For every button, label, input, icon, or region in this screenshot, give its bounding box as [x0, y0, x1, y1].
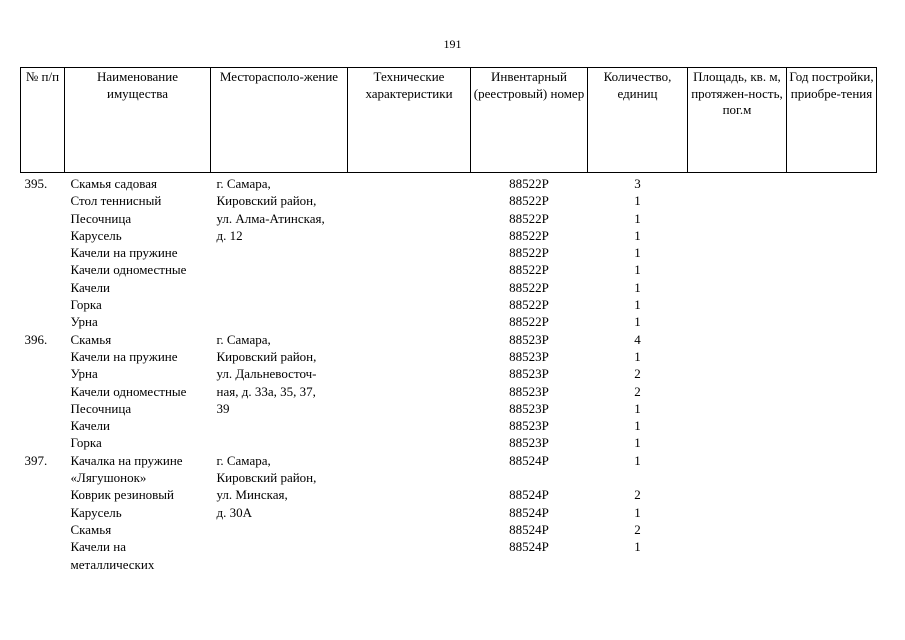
- inventory-number: [471, 556, 588, 573]
- year: [787, 400, 877, 417]
- item-name: Урна: [70, 366, 98, 382]
- item-location: ная, д. 33а, 35, 37,: [216, 383, 316, 399]
- item-name: Стол теннисный: [70, 193, 162, 209]
- quantity: 1: [634, 418, 641, 434]
- inventory-number: 88522Р: [509, 245, 549, 261]
- area: [688, 521, 787, 538]
- inventory-number: 88522Р: [509, 262, 549, 278]
- item-technical: [348, 556, 471, 573]
- row-number: [21, 469, 65, 486]
- row-number: 396.: [24, 331, 48, 347]
- item-technical: [348, 279, 471, 296]
- inventory-number: 88522Р: [509, 279, 549, 295]
- item-name: Песочница: [70, 400, 132, 416]
- inventory-number: 88522Р: [509, 176, 549, 191]
- year: [787, 296, 877, 313]
- item-name: Урна: [70, 314, 98, 330]
- table-row: [21, 348, 877, 365]
- item-location: [211, 556, 348, 573]
- item-location: [211, 434, 348, 451]
- year: [787, 331, 877, 348]
- header-year: Год постройки, приобре-тения: [787, 68, 877, 173]
- table-row: [21, 417, 877, 434]
- year: [787, 383, 877, 400]
- item-name: металлических: [70, 556, 155, 572]
- item-name: Песочница: [70, 210, 132, 226]
- header-name: Наименование имущества: [65, 68, 211, 173]
- inventory-number: 88522Р: [509, 193, 549, 209]
- year: [787, 538, 877, 555]
- page-number: 191: [443, 37, 462, 51]
- area: [688, 331, 787, 348]
- quantity: 3: [634, 176, 641, 191]
- inventory-number: 88523Р: [509, 383, 549, 399]
- area: [688, 538, 787, 555]
- year: [787, 504, 877, 521]
- table-row: [21, 279, 877, 296]
- area: [688, 210, 787, 227]
- item-technical: [348, 331, 471, 348]
- inventory-number: 88523Р: [509, 366, 549, 382]
- header-location: Месторасполо-жение: [211, 68, 348, 173]
- inventory-number: 88524Р: [509, 504, 549, 520]
- item-technical: [348, 244, 471, 261]
- item-technical: [348, 313, 471, 330]
- row-number: [21, 504, 65, 521]
- header-technical: Технические характеристики: [348, 68, 471, 173]
- item-location: [211, 417, 348, 434]
- item-location: д. 12: [216, 227, 243, 243]
- item-name: Качели: [70, 418, 111, 434]
- table-row: [21, 434, 877, 451]
- area: [688, 261, 787, 278]
- row-number: [21, 348, 65, 365]
- row-number: [21, 261, 65, 278]
- item-location: Кировский район,: [216, 470, 317, 486]
- inventory-number: [471, 469, 588, 486]
- item-technical: [348, 227, 471, 244]
- inventory-number: 88524Р: [509, 452, 549, 468]
- header-area: Площадь, кв. м, протяжен-ность, пог.м: [688, 68, 787, 173]
- table-row: [21, 192, 877, 209]
- row-number: [21, 313, 65, 330]
- row-number: [21, 400, 65, 417]
- inventory-number: 88523Р: [509, 435, 549, 451]
- table-row: [21, 313, 877, 330]
- quantity: 1: [634, 539, 641, 555]
- item-technical: [348, 192, 471, 209]
- area: [688, 244, 787, 261]
- row-number: [21, 192, 65, 209]
- year: [787, 244, 877, 261]
- area: [688, 348, 787, 365]
- property-table: [20, 67, 877, 573]
- area: [688, 486, 787, 503]
- inventory-number: 88522Р: [509, 314, 549, 330]
- item-name: «Лягушонок»: [70, 470, 147, 486]
- item-name: Качалка на пружине: [70, 452, 183, 468]
- item-name: Качели на пружине: [70, 348, 178, 364]
- item-name: Качели на: [70, 539, 126, 555]
- quantity: 1: [634, 452, 641, 468]
- quantity: [588, 556, 688, 573]
- area: [688, 192, 787, 209]
- quantity: 1: [634, 227, 641, 243]
- item-name: Качели на пружине: [70, 245, 178, 261]
- row-number: [21, 279, 65, 296]
- inventory-number: 88523Р: [509, 331, 549, 347]
- row-number: [21, 227, 65, 244]
- item-technical: [348, 261, 471, 278]
- year: [787, 279, 877, 296]
- row-number: [21, 538, 65, 555]
- quantity: 1: [634, 245, 641, 261]
- area: [688, 296, 787, 313]
- header-row: [21, 68, 877, 173]
- header-inventory-number: Инвентарный (реестровый) номер: [471, 68, 588, 173]
- inventory-number: 88523Р: [509, 400, 549, 416]
- inventory-number: 88522Р: [509, 210, 549, 226]
- item-technical: [348, 521, 471, 538]
- item-technical: [348, 400, 471, 417]
- quantity: 1: [634, 314, 641, 330]
- item-name: Карусель: [70, 504, 122, 520]
- table-row: [21, 365, 877, 382]
- item-name: Качели одноместные: [70, 383, 187, 399]
- table-row: [21, 452, 877, 469]
- year: [787, 192, 877, 209]
- item-location: [211, 279, 348, 296]
- year: [787, 556, 877, 573]
- year: [787, 313, 877, 330]
- item-name: Коврик резиновый: [70, 487, 174, 503]
- row-number: [21, 210, 65, 227]
- table-row: [21, 331, 877, 348]
- year: [787, 227, 877, 244]
- area: [688, 556, 787, 573]
- item-technical: [348, 173, 471, 193]
- item-location: ул. Минская,: [216, 487, 288, 503]
- table-row: [21, 244, 877, 261]
- item-name: Горка: [70, 435, 102, 451]
- header-quantity: Количество, единиц: [588, 68, 688, 173]
- area: [688, 400, 787, 417]
- year: [787, 521, 877, 538]
- row-number: [21, 556, 65, 573]
- area: [688, 434, 787, 451]
- item-location: д. 30А: [216, 504, 253, 520]
- item-location: [211, 521, 348, 538]
- row-number: [21, 244, 65, 261]
- year: [787, 210, 877, 227]
- year: [787, 348, 877, 365]
- year: [787, 434, 877, 451]
- quantity: 2: [634, 383, 641, 399]
- row-number: [21, 383, 65, 400]
- item-location: [211, 261, 348, 278]
- year: [787, 469, 877, 486]
- row-number: [21, 486, 65, 503]
- table-row: [21, 538, 877, 555]
- item-location: 39: [216, 400, 230, 416]
- table-row: [21, 173, 877, 193]
- area: [688, 383, 787, 400]
- area: [688, 469, 787, 486]
- quantity: 1: [634, 297, 641, 313]
- item-technical: [348, 452, 471, 469]
- inventory-number: 88522Р: [509, 297, 549, 313]
- quantity: 1: [634, 193, 641, 209]
- item-technical: [348, 417, 471, 434]
- table-row: [21, 227, 877, 244]
- table-row: [21, 521, 877, 538]
- quantity: 1: [634, 262, 641, 278]
- item-name: Скамья: [70, 331, 112, 347]
- item-name: Качели: [70, 279, 111, 295]
- row-number: [21, 296, 65, 313]
- item-technical: [348, 210, 471, 227]
- quantity: [588, 469, 688, 486]
- quantity: 2: [634, 487, 641, 503]
- row-number: 395.: [24, 176, 48, 191]
- item-location: ул. Алма-Атинская,: [216, 210, 325, 226]
- quantity: 1: [634, 504, 641, 520]
- row-number: [21, 434, 65, 451]
- item-location: [211, 244, 348, 261]
- inventory-number: 88524Р: [509, 487, 549, 503]
- item-location: г. Самара,: [216, 331, 271, 347]
- row-number: [21, 365, 65, 382]
- quantity: 2: [634, 521, 641, 537]
- item-name: Горка: [70, 297, 102, 313]
- year: [787, 173, 877, 193]
- table-row: [21, 556, 877, 573]
- quantity: 1: [634, 279, 641, 295]
- item-name: Качели одноместные: [70, 262, 187, 278]
- area: [688, 279, 787, 296]
- item-technical: [348, 365, 471, 382]
- item-location: ул. Дальневосточ-: [216, 366, 317, 382]
- item-location: [211, 296, 348, 313]
- item-name: Скамья: [70, 521, 112, 537]
- item-technical: [348, 296, 471, 313]
- area: [688, 504, 787, 521]
- area: [688, 173, 787, 193]
- table-row: [21, 261, 877, 278]
- year: [787, 365, 877, 382]
- quantity: 1: [634, 400, 641, 416]
- quantity: 1: [634, 348, 641, 364]
- quantity: 2: [634, 366, 641, 382]
- item-technical: [348, 538, 471, 555]
- item-technical: [348, 434, 471, 451]
- item-technical: [348, 504, 471, 521]
- item-location: Кировский район,: [216, 348, 317, 364]
- year: [787, 417, 877, 434]
- year: [787, 486, 877, 503]
- quantity: 4: [634, 331, 641, 347]
- row-number: [21, 417, 65, 434]
- item-location: Кировский район,: [216, 193, 317, 209]
- table-row: [21, 383, 877, 400]
- inventory-number: 88522Р: [509, 227, 549, 243]
- quantity: 1: [634, 435, 641, 451]
- inventory-number: 88523Р: [509, 418, 549, 434]
- item-technical: [348, 469, 471, 486]
- table-row: [21, 296, 877, 313]
- header-row-number: № п/п: [21, 68, 65, 173]
- item-location: г. Самара,: [216, 176, 271, 191]
- item-name: Скамья садовая: [70, 176, 157, 191]
- inventory-number: 88524Р: [509, 539, 549, 555]
- row-number: [21, 521, 65, 538]
- area: [688, 227, 787, 244]
- table-row: [21, 469, 877, 486]
- item-location: г. Самара,: [216, 452, 271, 468]
- year: [787, 261, 877, 278]
- year: [787, 452, 877, 469]
- item-technical: [348, 348, 471, 365]
- area: [688, 313, 787, 330]
- quantity: 1: [634, 210, 641, 226]
- area: [688, 452, 787, 469]
- table-row: [21, 486, 877, 503]
- item-location: [211, 313, 348, 330]
- item-technical: [348, 486, 471, 503]
- inventory-number: 88523Р: [509, 348, 549, 364]
- row-number: 397.: [24, 452, 48, 468]
- table-row: [21, 210, 877, 227]
- item-location: [211, 538, 348, 555]
- area: [688, 417, 787, 434]
- inventory-number: 88524Р: [509, 521, 549, 537]
- item-name: Карусель: [70, 227, 122, 243]
- table-row: [21, 504, 877, 521]
- table-row: [21, 400, 877, 417]
- area: [688, 365, 787, 382]
- item-technical: [348, 383, 471, 400]
